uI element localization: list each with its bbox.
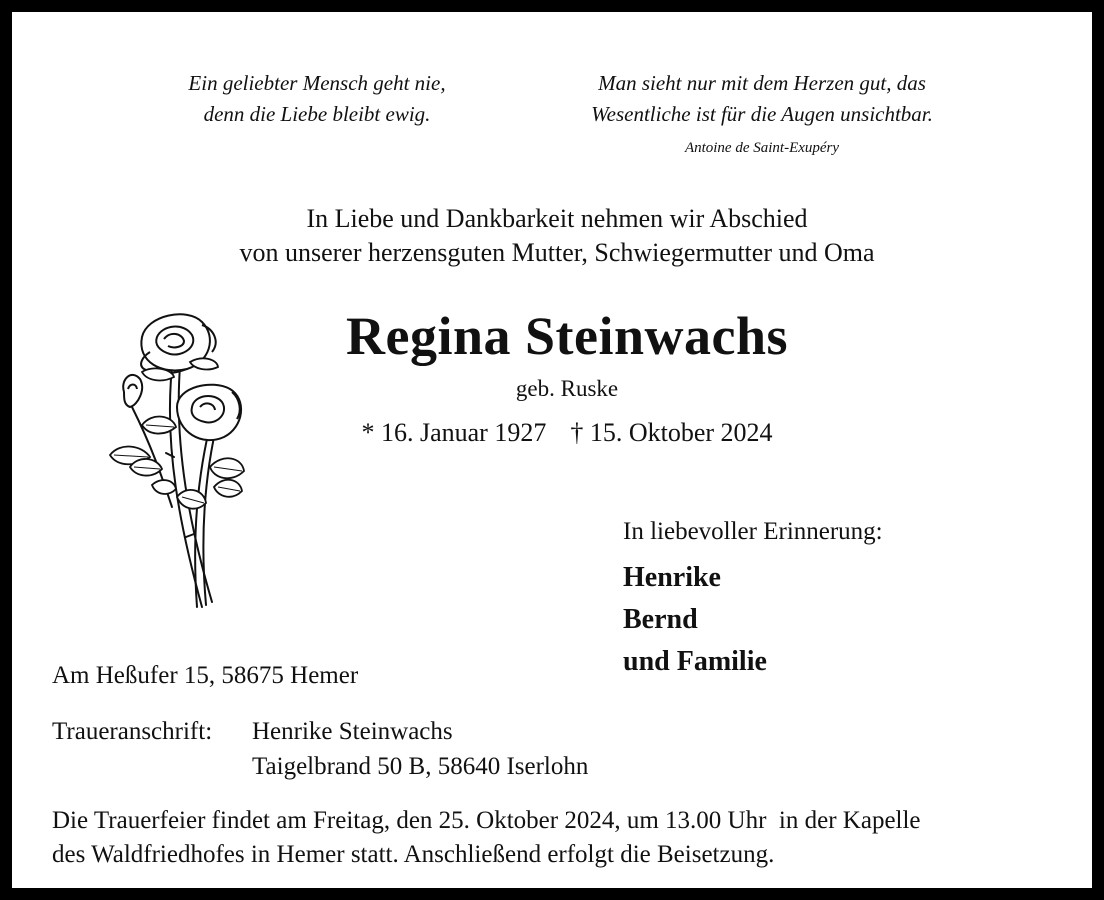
intro-text — [112, 202, 1002, 270]
quote-right-line2: Wesentliche ist für die Augen unsichtbar. — [591, 102, 933, 126]
ceremony-text — [52, 804, 1082, 872]
roses-icon — [102, 307, 262, 627]
mourners-list — [623, 557, 767, 683]
death-date: † 15. Oktober 2024 — [570, 418, 773, 447]
quote-author: Antoine de Saint-Exupéry — [684, 140, 840, 156]
mourner-name: und Familie — [623, 646, 767, 677]
intro-line2: von unserer herzensguten Mutter, Schwiegermutter und Oma — [239, 238, 875, 267]
quote-left-line1: Ein geliebter Mensch geht nie, — [188, 71, 446, 95]
intro-line1: In Liebe und Dankbarkeit nehmen wir Abschied — [306, 204, 808, 233]
life-dates — [312, 418, 822, 448]
ceremony-line2: des Waldfriedhofes in Hemer statt. Anschließend erfolgt die Beisetzung. — [52, 841, 775, 868]
quote-right-line1: Man sieht nur mit dem Herzen gut, das — [598, 71, 926, 95]
quote-right — [552, 68, 972, 130]
mourning-address-label: Traueranschrift: — [52, 718, 213, 745]
ceremony-line1: Die Trauerfeier findet am Freitag, den 25. Oktober 2024, um 13.00 Uhr in der Kapelle — [52, 807, 921, 834]
mourner-name: Bernd — [623, 604, 698, 635]
mourning-address-line1: Henrike Steinwachs — [252, 718, 453, 745]
maiden-name: geb. Ruske — [515, 376, 619, 401]
memory-heading: In liebevoller Erinnerung: — [623, 518, 883, 545]
home-address: Am Heßufer 15, 58675 Hemer — [52, 662, 359, 689]
deceased-name: Regina Steinwachs — [345, 306, 789, 366]
birth-date: * 16. Januar 1927 — [361, 418, 547, 447]
mourner-name: Henrike — [623, 562, 721, 593]
mourning-address-line2: Taigelbrand 50 B, 58640 Iserlohn — [252, 753, 589, 780]
quote-left-line2: denn die Liebe bleibt ewig. — [203, 102, 431, 126]
quote-left — [122, 68, 512, 130]
mourning-address-value — [252, 714, 588, 784]
